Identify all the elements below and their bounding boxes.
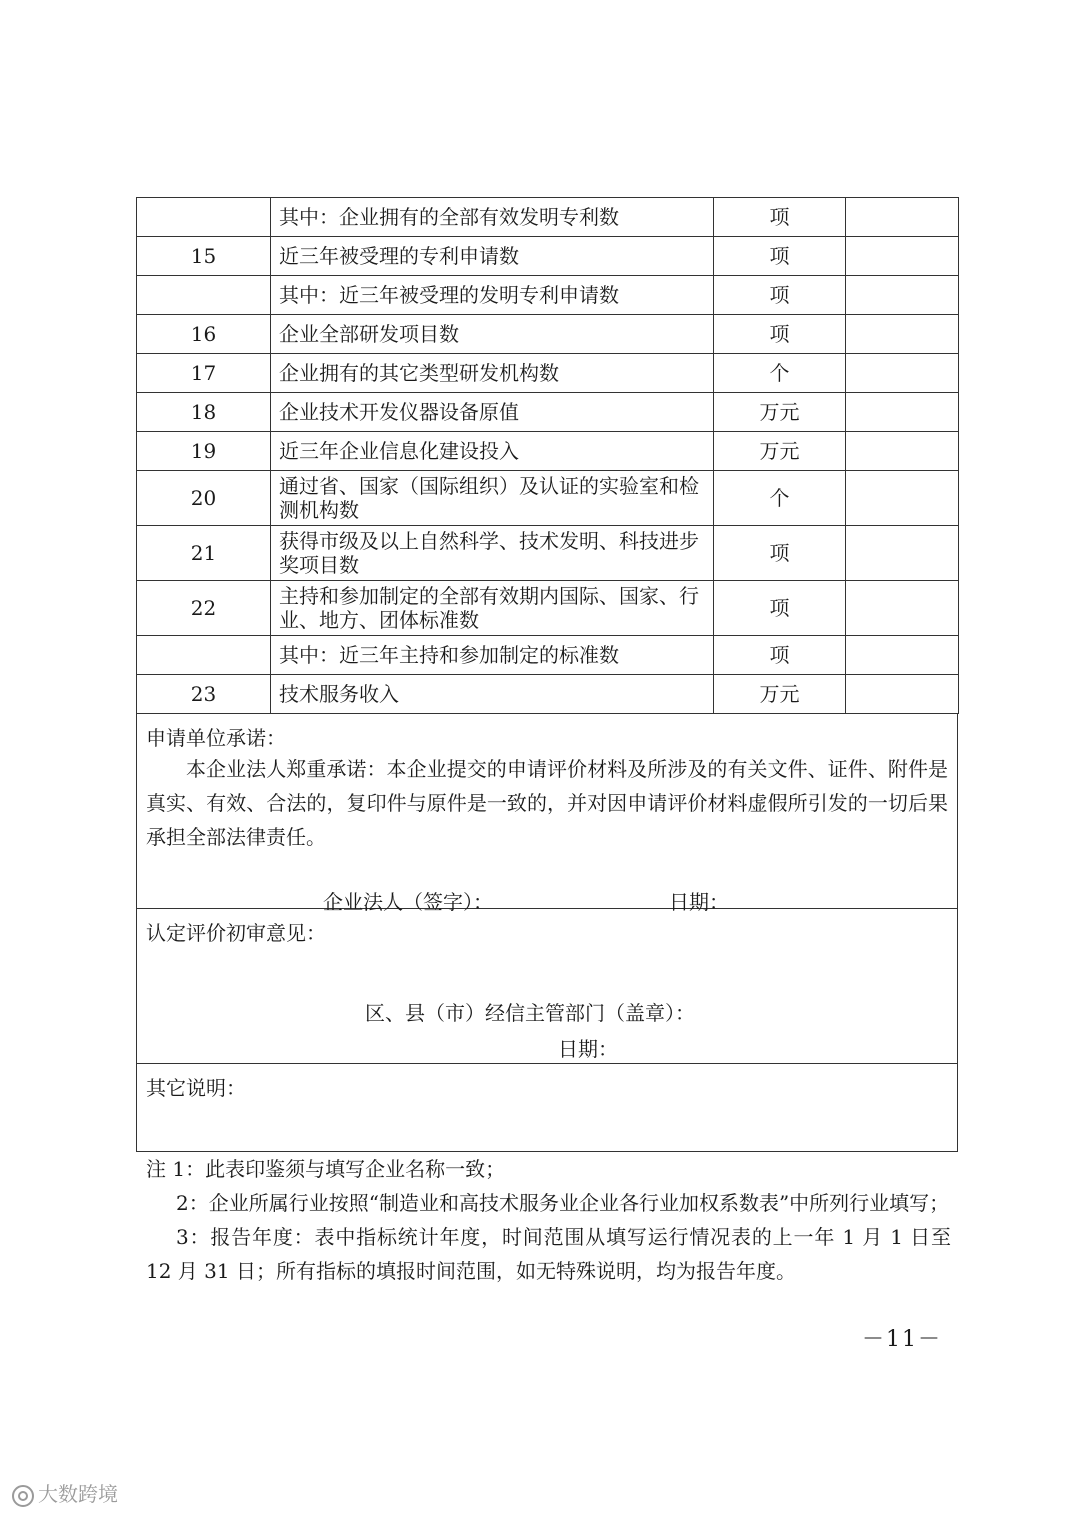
table-row — [137, 315, 959, 354]
table-row — [137, 237, 959, 276]
indicator-value[interactable] — [846, 432, 959, 471]
indicator-unit: 项 — [714, 198, 846, 237]
footnote: 3：报告年度：表中指标统计年度，时间范围从填写运行情况表的上一年 1 月 1 日至 12 月 31 日；所有指标的填报时间范围，如无特殊说明，均为报告年度。 — [146, 1225, 951, 1283]
applicant-promise-section — [136, 714, 958, 914]
page-number: －11－ — [862, 1327, 942, 1352]
table-row — [137, 471, 959, 526]
indicator-name: 近三年企业信息化建设投入 — [271, 432, 714, 471]
promise-body: 本企业法人郑重承诺：本企业提交的申请评价材料及所涉及的有关文件、证件、附件是真实、有效、合法的，复印件与原件是一致的，并对因申请评价材料虚假所引发的一切后果承担全部法律责任。 — [146, 757, 948, 849]
indicator-value[interactable] — [846, 581, 959, 636]
indicator-value[interactable] — [846, 526, 959, 581]
footnote: 注 1：此表印鉴须与填写企业名称一致； — [146, 1157, 506, 1181]
other-title: 其它说明： — [146, 1076, 246, 1100]
watermark — [12, 1478, 118, 1507]
table-row — [137, 432, 959, 471]
table-row — [137, 526, 959, 581]
indicator-unit: 个 — [714, 471, 846, 526]
table-row — [137, 198, 959, 237]
row-number — [137, 276, 271, 315]
table-row — [137, 581, 959, 636]
footnotes — [146, 1152, 951, 1288]
footnote: 2：企业所属行业按照“制造业和高技术服务业企业各行业加权系数表”中所列行业填写； — [176, 1191, 950, 1215]
row-number: 23 — [137, 675, 271, 714]
indicator-value[interactable] — [846, 393, 959, 432]
promise-date-label[interactable]: 日期： — [669, 890, 729, 914]
row-number — [137, 198, 271, 237]
indicator-unit: 项 — [714, 526, 846, 581]
indicator-unit: 项 — [714, 276, 846, 315]
indicator-unit: 万元 — [714, 393, 846, 432]
indicator-name: 通过省、国家（国际组织）及认证的实验室和检测机构数 — [271, 471, 714, 526]
indicator-value[interactable] — [846, 675, 959, 714]
opinion-title: 认定评价初审意见： — [146, 921, 326, 945]
indicator-name: 企业技术开发仪器设备原值 — [271, 393, 714, 432]
indicator-name: 获得市级及以上自然科学、技术发明、科技进步奖项目数 — [271, 526, 714, 581]
row-number — [137, 636, 271, 675]
indicator-name: 其中：近三年主持和参加制定的标准数 — [271, 636, 714, 675]
preliminary-review-section — [136, 909, 958, 1064]
indicator-unit: 项 — [714, 581, 846, 636]
indicator-unit: 个 — [714, 354, 846, 393]
indicator-value[interactable] — [846, 354, 959, 393]
stamp-field-label[interactable]: 区、县（市）经信主管部门（盖章）： — [365, 1001, 695, 1025]
table-row — [137, 675, 959, 714]
indicator-name: 其中：近三年被受理的发明专利申请数 — [271, 276, 714, 315]
indicator-value[interactable] — [846, 237, 959, 276]
indicator-value[interactable] — [846, 198, 959, 237]
table-row — [137, 393, 959, 432]
row-number: 18 — [137, 393, 271, 432]
other-notes-section — [136, 1064, 958, 1152]
indicator-value[interactable] — [846, 636, 959, 675]
opinion-date-label[interactable]: 日期： — [558, 1037, 618, 1061]
row-number: 17 — [137, 354, 271, 393]
indicator-unit: 项 — [714, 636, 846, 675]
indicator-value[interactable] — [846, 276, 959, 315]
row-number: 15 — [137, 237, 271, 276]
indicator-table — [136, 197, 959, 714]
indicator-unit: 项 — [714, 315, 846, 354]
table-row — [137, 354, 959, 393]
indicator-name: 技术服务收入 — [271, 675, 714, 714]
indicator-value[interactable] — [846, 471, 959, 526]
signature-field-label[interactable]: 企业法人（签字）： — [323, 890, 493, 914]
indicator-name: 其中：企业拥有的全部有效发明专利数 — [271, 198, 714, 237]
indicator-name: 近三年被受理的专利申请数 — [271, 237, 714, 276]
row-number: 19 — [137, 432, 271, 471]
table-row — [137, 636, 959, 675]
promise-title: 申请单位承诺： — [146, 726, 286, 750]
indicator-unit: 万元 — [714, 432, 846, 471]
row-number: 20 — [137, 471, 271, 526]
indicator-unit: 万元 — [714, 675, 846, 714]
indicator-name: 企业全部研发项目数 — [271, 315, 714, 354]
table-row — [137, 276, 959, 315]
watermark-logo-icon — [12, 1485, 34, 1507]
watermark-text: 大数跨境 — [38, 1482, 118, 1506]
indicator-value[interactable] — [846, 315, 959, 354]
row-number: 21 — [137, 526, 271, 581]
indicator-name: 主持和参加制定的全部有效期内国际、国家、行业、地方、团体标准数 — [271, 581, 714, 636]
indicator-unit: 项 — [714, 237, 846, 276]
indicator-name: 企业拥有的其它类型研发机构数 — [271, 354, 714, 393]
row-number: 22 — [137, 581, 271, 636]
row-number: 16 — [137, 315, 271, 354]
